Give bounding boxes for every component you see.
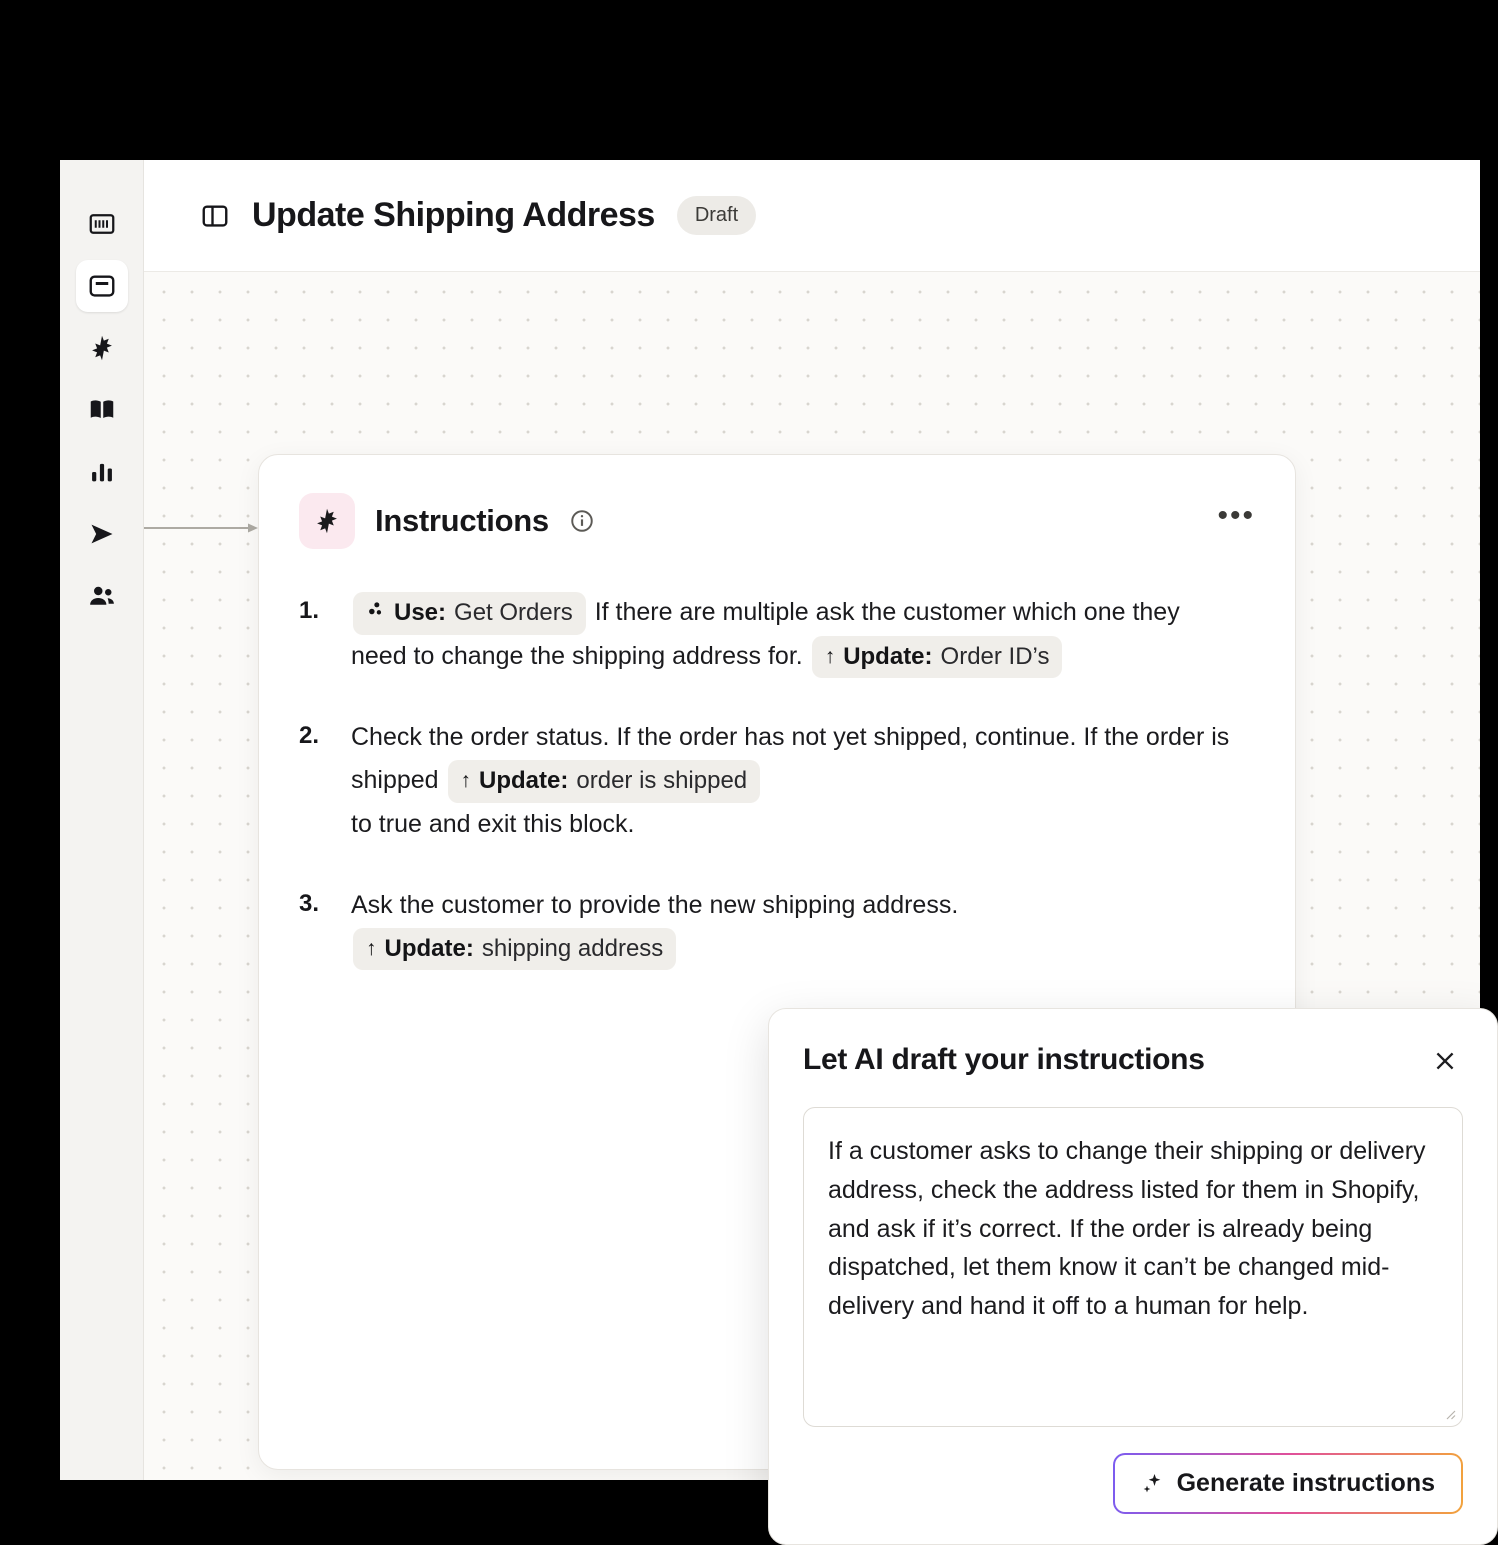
list-item <box>299 591 1255 678</box>
step-number: 3. <box>299 889 320 917</box>
info-icon[interactable] <box>569 508 595 534</box>
card-more-button[interactable]: ••• <box>1217 499 1255 532</box>
chip-value: Get Orders <box>454 599 573 627</box>
arrow-up-icon: ↑ <box>460 769 472 793</box>
sidebar-item-knowledge[interactable] <box>76 384 128 436</box>
prompt-textarea[interactable] <box>803 1107 1463 1427</box>
generate-instructions-label: Generate instructions <box>1176 1469 1435 1497</box>
step-number: 2. <box>299 722 320 750</box>
arrow-up-icon: ↑ <box>366 936 377 960</box>
update-chip[interactable] <box>448 760 761 802</box>
chip-value: Order ID’s <box>940 642 1050 670</box>
people-icon <box>87 581 117 611</box>
step-text: to true and exit this block. <box>351 809 635 838</box>
chat-box-icon <box>87 271 117 301</box>
step-body <box>351 716 1231 846</box>
sidebar-item-reports[interactable] <box>76 446 128 498</box>
card-title: Instructions <box>375 503 549 538</box>
top-bar <box>144 160 1480 272</box>
step-body <box>351 884 958 971</box>
status-badge: Draft <box>677 196 756 235</box>
dialog-footer <box>803 1453 1463 1514</box>
sidebar-item-contacts[interactable] <box>76 570 128 622</box>
chip-label: Update: <box>479 767 569 795</box>
lines-icon <box>87 209 117 239</box>
instruction-steps <box>299 591 1255 970</box>
step-text: Check the order status. If the order has not yet shipped, continue. If the order is shipped <box>351 723 1230 795</box>
dialog-header <box>803 1043 1463 1079</box>
arrow-up-icon: ↑ <box>824 644 836 668</box>
list-item <box>299 884 1255 971</box>
page-title: Update Shipping Address <box>252 196 655 234</box>
chip-value: shipping address <box>481 934 664 962</box>
step-number: 1. <box>299 597 320 624</box>
chip-value: order is shipped <box>576 767 748 795</box>
tool-chip[interactable] <box>353 592 586 634</box>
sparkle-icon <box>1141 1472 1165 1496</box>
send-icon <box>88 520 116 548</box>
panel-toggle-icon[interactable] <box>200 201 230 231</box>
generate-instructions-button[interactable] <box>1113 1453 1463 1514</box>
sidebar-item-automations[interactable] <box>76 322 128 374</box>
step-body <box>351 591 1231 678</box>
card-header <box>299 493 1255 549</box>
sidebar <box>60 160 144 1480</box>
tool-icon <box>366 599 386 627</box>
flow-canvas[interactable] <box>144 272 1480 1497</box>
step-text: Ask the customer to provide the new shipping address. <box>351 890 959 919</box>
sparkle-burst-icon <box>88 334 116 362</box>
app-window <box>60 160 1480 1497</box>
list-item <box>299 716 1255 846</box>
step-text: If there are multiple ask the customer which one they need to change the shipping address for. <box>351 598 1180 670</box>
connector-arrow <box>144 522 264 534</box>
update-chip[interactable] <box>812 636 1063 678</box>
sidebar-item-conversations[interactable] <box>76 260 128 312</box>
chip-label: Update: <box>843 642 933 670</box>
prompt-value: If a customer asks to change their shipping or delivery address, check the address listed for them in Shopify, and ask if it’s correct. If the order is already being dispatched, let them know it can’t be changed mid-delivery and hand it off to a human for help. <box>828 1137 1426 1320</box>
sidebar-item-send[interactable] <box>76 508 128 560</box>
ai-draft-dialog <box>768 1008 1498 1545</box>
dialog-title: Let AI draft your instructions <box>803 1043 1205 1076</box>
bar-chart-icon <box>88 458 116 486</box>
sidebar-item-inbox-lines[interactable] <box>76 198 128 250</box>
resize-grip-icon[interactable] <box>1442 1406 1456 1420</box>
chip-label: Update: <box>384 934 474 962</box>
sparkle-burst-icon <box>299 493 355 549</box>
chip-label: Use: <box>394 599 447 627</box>
main-area <box>144 160 1480 1497</box>
book-icon <box>87 395 117 425</box>
update-chip[interactable] <box>353 928 676 970</box>
close-icon[interactable] <box>1427 1043 1463 1079</box>
